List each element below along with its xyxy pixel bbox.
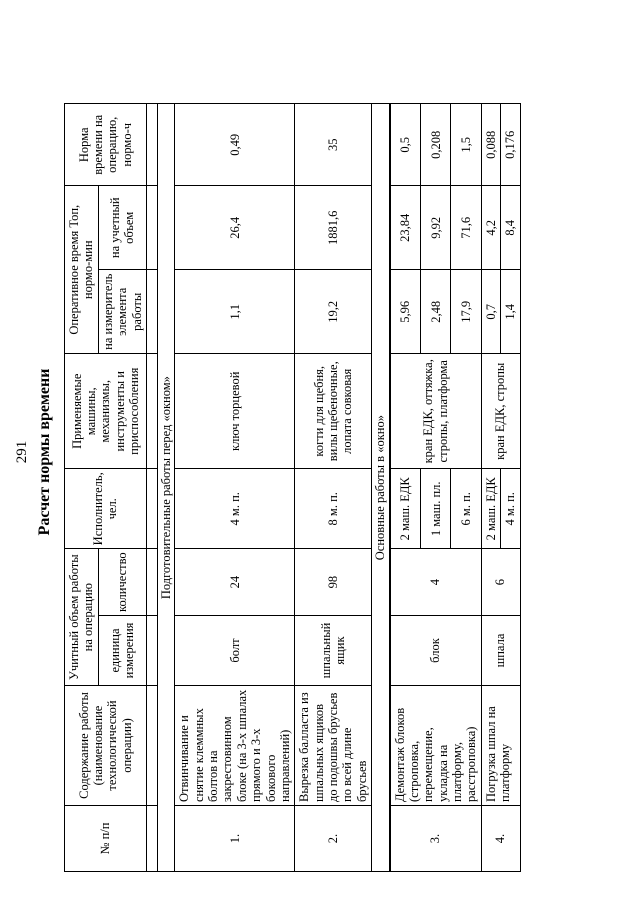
row-num: 1. [175, 806, 295, 872]
header-num: № п/п [65, 806, 147, 872]
row-executor: 1 маш. пл. [421, 469, 451, 549]
section-row [372, 104, 390, 872]
row-per-meter: 0,7 [481, 270, 500, 354]
row-per-volume: 71,6 [451, 186, 481, 270]
row-qty: 98 [295, 549, 372, 616]
row-executor: 8 м. п. [295, 469, 372, 549]
row-per-volume: 4,2 [481, 186, 500, 270]
norm-table [64, 103, 521, 872]
header-machines: Применяемые машины, механизмы, инструменты и приспособления [65, 354, 147, 469]
row-executor: 6 м. п. [451, 469, 481, 549]
row-num: 3. [390, 806, 482, 872]
row-per-meter: 2,48 [421, 270, 451, 354]
row-norm: 1,5 [451, 104, 481, 186]
row-norm: 0,49 [175, 104, 295, 186]
section-row [157, 104, 174, 872]
row-unit: болт [175, 616, 295, 686]
header-qty: количество [98, 549, 146, 616]
row-per-volume: 1881,6 [295, 186, 372, 270]
page-number: 291 [14, 440, 30, 464]
header-per-volume: на учетный объем [98, 186, 146, 270]
row-content: Вырезка балласта из шпальных ящиков до подошвы брусьев по всей длине брусьев [295, 686, 372, 806]
row-norm: 0,088 [481, 104, 500, 186]
page-title: Расчет нормы времени [36, 368, 53, 536]
row-machines: ключ торцевой [175, 354, 295, 469]
column-number-row [146, 104, 157, 872]
header-executor: Исполнитель, чел. [65, 469, 147, 549]
table-row [295, 104, 372, 872]
row-content: Отвинчивание и снятие клеммных болтов на закрестовинном блоке (на 3-х шпалах прямого и 3-х бокового направлений) [175, 686, 295, 806]
row-unit: шпала [481, 616, 520, 686]
row-num: 2. [295, 806, 372, 872]
row-num: 4. [481, 806, 520, 872]
row-per-meter: 19,2 [295, 270, 372, 354]
row-per-meter: 1,4 [501, 270, 520, 354]
row-content: Демонтаж блоков (строповка, перемещение, укладка на платформу, расстроповка) [390, 686, 482, 806]
row-per-volume: 8,4 [501, 186, 520, 270]
row-per-volume: 23,84 [390, 186, 421, 270]
header-per-meter: на измеритель элемента работы [98, 270, 146, 354]
row-norm: 0,208 [421, 104, 451, 186]
section-prep: Подготовительные работы перед «окном» [157, 104, 174, 872]
row-qty: 6 [481, 549, 520, 616]
row-content: Погрузка шпал на платформу [481, 686, 520, 806]
row-unit: блок [390, 616, 482, 686]
table-row [390, 104, 421, 872]
row-qty: 4 [390, 549, 482, 616]
section-main: Основные работы в «окно» [372, 104, 390, 872]
row-per-meter: 1,1 [175, 270, 295, 354]
row-norm: 0,176 [501, 104, 520, 186]
row-machines: когти для щебня, вилы щебеночные, лопата совковая [295, 354, 372, 469]
row-executor: 4 м. п. [175, 469, 295, 549]
row-per-meter: 17,9 [451, 270, 481, 354]
row-machines: кран ЕДК, стропы [481, 354, 520, 469]
row-qty: 24 [175, 549, 295, 616]
row-machines: кран ЕДК, оттяжка, стропы, платформа [390, 354, 482, 469]
header-norm: Норма времени на операцию, нормо-ч [65, 104, 147, 186]
header-optime: Оперативное время Топ, нормо-мин [65, 186, 99, 354]
row-executor: 4 м. п. [501, 469, 520, 549]
row-executor: 2 маш. ЕДК [481, 469, 500, 549]
header-volume: Учитный объем работы на операцию [65, 549, 99, 686]
header-unit: единица измерения [98, 616, 146, 686]
row-executor: 2 маш. ЕДК [390, 469, 421, 549]
table-row [175, 104, 295, 872]
row-per-meter: 5,96 [390, 270, 421, 354]
row-per-volume: 26,4 [175, 186, 295, 270]
row-norm: 35 [295, 104, 372, 186]
header-content: Содержание работы (наименование технологической операции) [65, 686, 147, 806]
rotated-page [14, 32, 624, 872]
row-norm: 0,5 [390, 104, 421, 186]
row-per-volume: 9,92 [421, 186, 451, 270]
table-row [481, 104, 500, 872]
row-unit: шпальный ящик [295, 616, 372, 686]
